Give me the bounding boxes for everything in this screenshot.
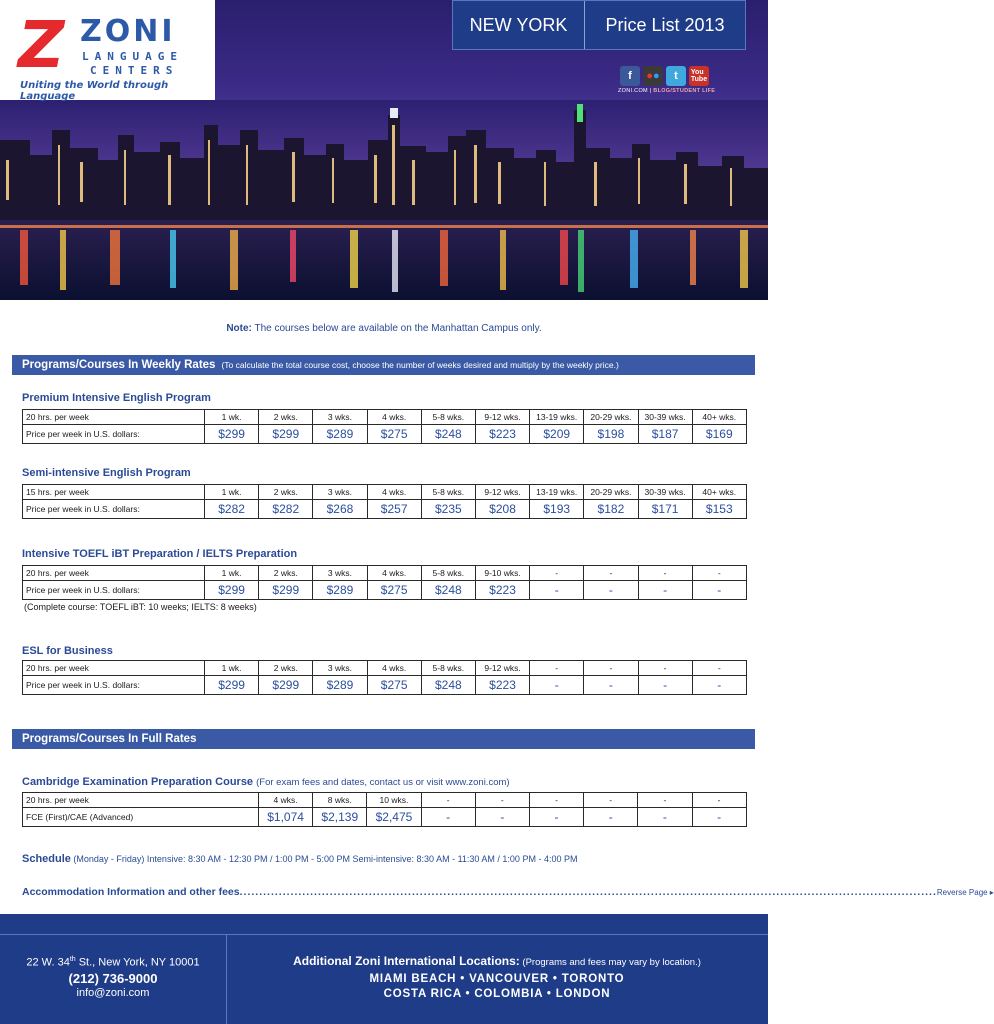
week-cell: 9-12 wks. [475,485,529,500]
price-cell: $299 [259,581,313,600]
hours-cell: 20 hrs. per week [23,793,259,808]
locations-list [226,972,768,1002]
price-label-cell: Price per week in U.S. dollars: [23,500,205,519]
hours-cell: 20 hrs. per week [23,566,205,581]
week-cell: 1 wk. [205,661,259,676]
full-rates-bar [12,729,755,749]
price-cell: $223 [475,581,529,600]
week-cell: 5-8 wks. [421,410,475,425]
week-cell: 30-39 wks. [638,410,692,425]
logo-subtitle-line1: LANGUAGE [82,50,183,63]
price-cell: $171 [638,500,692,519]
price-cell: - [638,581,692,600]
locations-heading: Additional Zoni International Locations: [293,954,520,968]
locations-block [226,954,768,1002]
price-cell: $289 [313,676,367,695]
logo-word: ZONI [80,14,176,49]
week-cell: 20-29 wks. [584,410,638,425]
address-street: 22 W. 34 [26,956,70,969]
price-cell: $209 [530,425,584,444]
locations-title [226,954,768,968]
hours-cell: 20 hrs. per week [23,661,205,676]
price-cell: $153 [692,500,746,519]
site-link[interactable]: ZONI.COM [618,88,648,94]
week-cell: - [692,661,746,676]
week-cell: 5-8 wks. [421,661,475,676]
week-cell: 40+ wks. [692,485,746,500]
week-cell: - [421,793,475,808]
week-cell: - [584,661,638,676]
social-separator: | [647,88,654,94]
logo-tagline: Uniting the World through Language [20,80,169,102]
price-list-title: Price List 2013 [605,14,725,35]
week-cell: - [692,566,746,581]
title-box [452,0,746,50]
week-cell: - [638,793,692,808]
week-cell: - [638,566,692,581]
week-cell: 1 wk. [205,410,259,425]
program-title: Premium Intensive English Program [22,392,211,404]
program-rate-table [22,409,747,444]
week-cell: 8 wks. [313,793,367,808]
price-cell: $248 [421,676,475,695]
price-cell: - [530,676,584,695]
program-title: ESL for Business [22,645,113,657]
price-cell: - [475,808,529,827]
price-cell: $299 [205,425,259,444]
city-title: NEW YORK [453,1,585,49]
price-cell: $2,475 [367,808,421,827]
address-city: St., New York, NY 10001 [75,956,200,969]
price-cell: $235 [421,500,475,519]
locations-line-2: COSTA RICA • COLOMBIA • LONDON [383,988,611,1000]
price-cell: - [530,581,584,600]
note-label: Note: [226,323,252,334]
week-cell: 5-8 wks. [421,566,475,581]
table-header-row [23,410,747,425]
price-cell: $169 [692,425,746,444]
price-label-cell: Price per week in U.S. dollars: [23,581,205,600]
program-rate-table [22,484,747,519]
contact-block [0,956,226,999]
schedule-label: Schedule [22,853,71,865]
week-cell: 3 wks. [313,566,367,581]
price-cell: - [529,808,583,827]
accommodation-line [22,886,994,898]
week-cell: 9-10 wks. [475,566,529,581]
table-price-row [23,676,747,695]
price-cell: $248 [421,581,475,600]
week-cell: 1 wk. [205,566,259,581]
week-cell: 3 wks. [313,410,367,425]
cambridge-rate-table [22,792,747,827]
price-cell: $248 [421,425,475,444]
exam-label-cell: FCE (First)/CAE (Advanced) [23,808,259,827]
price-label-cell: Price per week in U.S. dollars: [23,425,205,444]
weekly-rates-bar [12,355,755,375]
week-cell: - [530,661,584,676]
table-header-row [23,566,747,581]
price-cell: - [692,676,746,695]
price-cell: $282 [205,500,259,519]
campus-note [0,323,768,334]
week-cell: 1 wk. [205,485,259,500]
table-header-row [23,793,747,808]
week-cell: 9-12 wks. [475,661,529,676]
price-cell: $299 [205,581,259,600]
table-header-row [23,485,747,500]
week-cell: 2 wks. [259,566,313,581]
cambridge-title [22,776,510,788]
price-cell: $268 [313,500,367,519]
full-rates-title: Programs/Courses In Full Rates [22,733,197,745]
week-cell: 3 wks. [313,661,367,676]
program-title: Intensive TOEFL iBT Preparation / IELTS Preparation [22,548,298,560]
week-cell: - [638,661,692,676]
week-cell: - [529,793,583,808]
address [0,956,226,969]
week-cell: 13-19 wks. [530,410,584,425]
blog-link[interactable]: BLOG/STUDENT LIFE [653,88,716,94]
week-cell: - [584,566,638,581]
price-cell: $223 [475,676,529,695]
week-cell: 13-19 wks. [530,485,584,500]
table-price-row [23,425,747,444]
week-cell: 3 wks. [313,485,367,500]
price-cell: $275 [367,581,421,600]
logo-z-mark: Z [18,9,65,83]
price-cell: $299 [259,425,313,444]
week-cell: 5-8 wks. [421,485,475,500]
twitter-icon[interactable]: t [666,66,686,86]
zoni-logo[interactable] [0,0,220,120]
social-icons [620,66,709,86]
week-cell: 10 wks. [367,793,421,808]
price-cell: $299 [205,676,259,695]
phone-number[interactable]: (212) 736-9000 [68,970,158,986]
price-cell: - [638,676,692,695]
toefl-footnote: (Complete course: TOEFL iBT: 10 weeks; IELTS: 8 weeks) [24,602,257,612]
program-rate-table [22,565,747,600]
price-cell: - [692,808,746,827]
locations-note: (Programs and fees may vary by location.) [519,957,701,968]
week-cell: 40+ wks. [692,410,746,425]
price-cell: $282 [259,500,313,519]
price-cell: - [638,808,692,827]
price-cell: $198 [584,425,638,444]
week-cell: 20-29 wks. [584,485,638,500]
reverse-page-link[interactable]: Reverse Page ▸ [936,888,994,897]
week-cell: 9-12 wks. [475,410,529,425]
price-cell: $275 [367,676,421,695]
week-cell: 2 wks. [259,485,313,500]
locations-line-1: MIAMI BEACH • VANCOUVER • TORONTO [369,973,625,985]
program-rate-table [22,660,747,695]
address-ordinal: th [69,956,76,963]
footer [0,914,768,1024]
week-cell: 4 wks. [259,793,313,808]
price-cell: $289 [313,425,367,444]
price-cell: $193 [530,500,584,519]
week-cell: 4 wks. [367,485,421,500]
flickr-icon[interactable]: ● ● [643,66,663,86]
week-cell: 2 wks. [259,410,313,425]
week-cell: 2 wks. [259,661,313,676]
hours-cell: 15 hrs. per week [23,485,205,500]
price-cell: - [421,808,475,827]
week-cell: - [530,566,584,581]
price-cell: - [584,808,638,827]
table-price-row [23,808,747,827]
schedule-text: (Monday - Friday) Intensive: 8:30 AM - 12:30 PM / 1:00 PM - 5:00 PM Semi-intensive: 8:30 AM - 11:30 AM / 1:00 PM - 4:00 PM [70,854,578,864]
price-cell: $223 [475,425,529,444]
price-label-cell: Price per week in U.S. dollars: [23,676,205,695]
hours-cell: 20 hrs. per week [23,410,205,425]
price-cell: $208 [475,500,529,519]
price-cell: - [584,581,638,600]
price-cell: - [584,676,638,695]
price-cell: $289 [313,581,367,600]
program-title: Semi-intensive English Program [22,467,191,479]
week-cell: 4 wks. [367,566,421,581]
schedule-line [22,853,577,865]
footer-divider-line [0,934,768,935]
week-cell: - [584,793,638,808]
weekly-rates-title: Programs/Courses In Weekly Rates [22,359,216,371]
header [0,0,768,300]
price-cell: $299 [259,676,313,695]
logo-subtitle-line2: CENTERS [90,64,179,77]
price-cell: $2,139 [313,808,367,827]
logo-subtitle [82,50,183,78]
skyline-photo [0,100,768,300]
week-cell: 30-39 wks. [638,485,692,500]
accommodation-label: Accommodation Information and other fees [22,886,240,898]
price-cell: $257 [367,500,421,519]
price-cell: $1,074 [259,808,313,827]
cambridge-note: (For exam fees and dates, contact us or visit www.zoni.com) [256,777,510,788]
weekly-rates-subtitle: (To calculate the total course cost, choose the number of weeks desired and multiply by the weekly price.) [221,360,619,370]
youtube-icon[interactable]: You Tube [689,66,709,86]
email-link[interactable]: info@zoni.com [76,986,150,999]
price-cell: - [692,581,746,600]
social-links-line[interactable] [618,88,715,94]
note-text: The courses below are available on the Manhattan Campus only. [251,323,542,334]
week-cell: 4 wks. [367,661,421,676]
week-cell: 4 wks. [367,410,421,425]
table-price-row [23,500,747,519]
price-cell: $275 [367,425,421,444]
table-price-row [23,581,747,600]
cambridge-name: Cambridge Examination Preparation Course [22,776,254,788]
price-cell: $182 [584,500,638,519]
price-cell: $187 [638,425,692,444]
leader-dots: .................................................................................................................................................................................. [239,886,937,898]
week-cell: - [692,793,746,808]
table-header-row [23,661,747,676]
week-cell: - [475,793,529,808]
facebook-icon[interactable]: f [620,66,640,86]
